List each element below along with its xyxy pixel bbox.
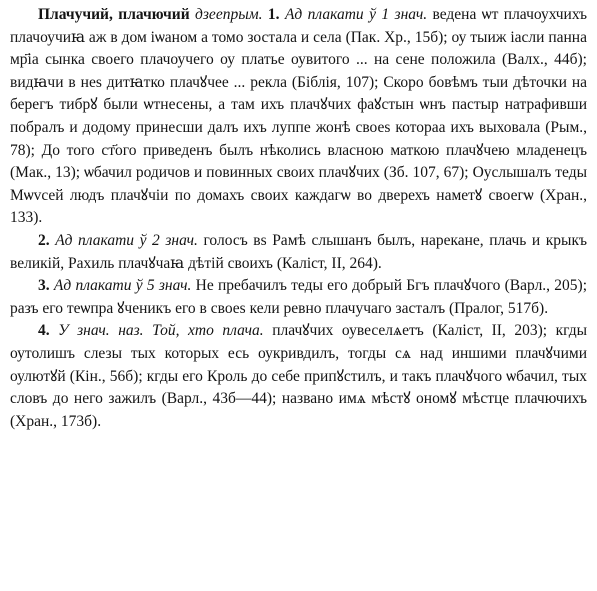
sense-2-number: 2. — [38, 231, 50, 249]
sense-3-label: Ад плакати ў 5 знач. — [53, 277, 192, 295]
sense-2-label: Ад плакати ў 2 знач. — [55, 231, 198, 249]
sense-1-text: ведена ѡт плачоухчихъ плачоучиꙗ аж в дом iѡаном а томо зостала и села (Пак. Хр., 15б); оу тыиж iасли панна мр҃iа сынка своего плачоучего оу платье оувитого ... на сене положила (Валх., 44б); видꙗчи в неs дитꙗтко плачꙋчее ... рекла (Біблія, 107); Скоро бовѣмъ тыи дѣточки на берегъ тибрꙋ были ѡтнесены, а там ихъ плачꙋчих фаꙋстын ѡнъ пастыр натрафивши побралъ и додому принесши далъ ихъ луппе жонѣ своеs котораа ихъ выховала (Рым., 78); До того ст҃ого приведенъ былъ нѣколись власною маткою плачꙋчею младенецъ (Мак., 13); ѡбачил родичов и повинных своих плачꙋчих (Зб. 107, 67); Оуслышалъ теды Мѡvсей людъ плачꙋчiи по домахъ своих каждагѡ во дверехъ наметꙋ своегѡ (Хран., 133). — [10, 6, 588, 227]
headword: Плачучий, плачючий — [38, 6, 190, 23]
sense-3-paragraph — [10, 275, 587, 320]
sense-4-label: У знач. наз. Той, хто плача. — [58, 322, 264, 340]
sense-1-number: 1. — [267, 6, 280, 23]
sense-1-label: Ад плакати ў 1 знач. — [284, 6, 428, 23]
sense-1-paragraph — [10, 4, 587, 230]
sense-2-text: голосъ вs Рамѣ слышанъ былъ, нарекане, плачь и крыкъ великiй, Рахиль плачꙋчаꙗ дѣтiй своихъ (Калiст, II, 264). — [10, 231, 588, 272]
sense-4-text: плачꙋчих оувеселѧетъ (Калiст, II, 203); кгды оутолишъ слезы тых которых есь оукривдилъ, тогды сѧ над иншими плачꙋчими оулютꙋй (Кін., 56б); кгды его Кроль до себе припꙋстилъ, и такъ плачꙋчого ѡбачил, тых словъ до него зажилъ (Варл., 43б—44); названо имѧ мѣстꙋ ономꙋ мѣстце плачючихъ (Хран., 173б). — [10, 322, 587, 430]
sense-4-number: 4. — [38, 322, 50, 340]
sense-2-paragraph — [10, 230, 587, 275]
part-of-speech: дзеепрым. — [195, 6, 263, 23]
sense-4-paragraph — [10, 320, 587, 433]
sense-3-text: Не пребачилъ теды его добрый Бгъ плачꙋчого (Варл., 205); разъ его теѡпра ꙋченикъ его в своеs кели ревно плачучаго засталъ (Пралог, 517б). — [10, 277, 588, 317]
sense-3-number: 3. — [38, 277, 50, 295]
